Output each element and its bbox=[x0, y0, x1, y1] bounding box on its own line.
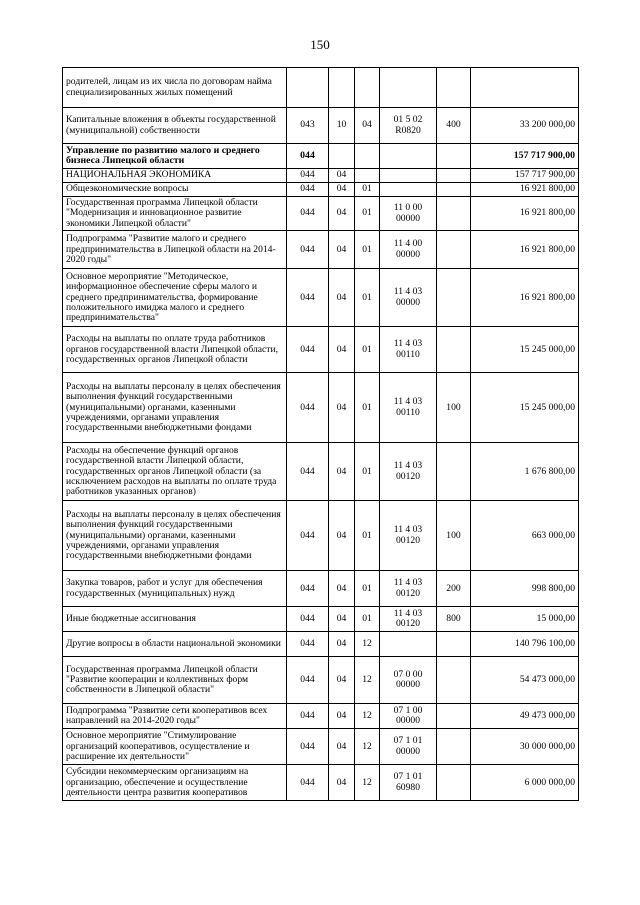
name-cell: Субсидии некоммерческим организациям на организацию, обеспечение и осуществление деятельности центра развития кооперативов bbox=[63, 765, 287, 801]
table-row bbox=[63, 108, 579, 144]
ved-cell: 044 bbox=[287, 765, 329, 801]
ved-cell: 044 bbox=[287, 231, 329, 269]
subsection-cell: 01 bbox=[355, 373, 380, 443]
subsection-cell: 01 bbox=[355, 231, 380, 269]
page-number: 150 bbox=[310, 37, 330, 52]
table-row bbox=[63, 729, 579, 765]
table-row bbox=[63, 571, 579, 607]
expense-type-cell bbox=[437, 765, 471, 801]
amount-cell: 998 800,00 bbox=[471, 571, 579, 607]
expense-type-cell bbox=[437, 169, 471, 183]
budget-table bbox=[62, 67, 579, 801]
ved-cell: 044 bbox=[287, 373, 329, 443]
target-article-cell bbox=[380, 144, 437, 169]
section-cell: 04 bbox=[329, 729, 355, 765]
ved-cell: 044 bbox=[287, 327, 329, 373]
expense-type-cell bbox=[437, 269, 471, 327]
ved-cell: 044 bbox=[287, 443, 329, 501]
expense-type-cell bbox=[437, 183, 471, 197]
expense-type-cell bbox=[437, 144, 471, 169]
table-row bbox=[63, 144, 579, 169]
amount-cell: 16 921 800,00 bbox=[471, 183, 579, 197]
target-article-cell: 11 4 03 00110 bbox=[380, 327, 437, 373]
section-cell: 04 bbox=[329, 231, 355, 269]
table-row bbox=[63, 607, 579, 632]
amount-cell: 15 245 000,00 bbox=[471, 327, 579, 373]
amount-cell: 16 921 800,00 bbox=[471, 197, 579, 231]
section-cell bbox=[329, 68, 355, 108]
name-cell: Другие вопросы в области национальной экономики bbox=[63, 632, 287, 657]
amount-cell: 49 473 000,00 bbox=[471, 704, 579, 729]
ved-cell bbox=[287, 68, 329, 108]
ved-cell: 044 bbox=[287, 269, 329, 327]
amount-cell: 1 676 800,00 bbox=[471, 443, 579, 501]
target-article-cell: 11 0 00 00000 bbox=[380, 197, 437, 231]
target-article-cell: 11 4 03 00110 bbox=[380, 373, 437, 443]
name-cell: Подпрограмма "Развитие малого и среднего предпринимательства в Липецкой области на 2014-2020 годы" bbox=[63, 231, 287, 269]
section-cell: 04 bbox=[329, 571, 355, 607]
table-row bbox=[63, 765, 579, 801]
subsection-cell: 01 bbox=[355, 197, 380, 231]
expense-type-cell bbox=[437, 632, 471, 657]
target-article-cell bbox=[380, 632, 437, 657]
subsection-cell: 01 bbox=[355, 571, 380, 607]
amount-cell: 33 200 000,00 bbox=[471, 108, 579, 144]
subsection-cell: 01 bbox=[355, 501, 380, 571]
name-cell: Управление по развитию малого и среднего бизнеса Липецкой области bbox=[63, 144, 287, 169]
subsection-cell: 12 bbox=[355, 657, 380, 704]
expense-type-cell bbox=[437, 327, 471, 373]
name-cell: Расходы на выплаты персоналу в целях обеспечения выполнения функций государственными (муниципальными) органами, казенными учреждениями, органами управления государственными внебюджетными фондами bbox=[63, 373, 287, 443]
name-cell: Расходы на выплаты персоналу в целях обеспечения выполнения функций государственными (муниципальными) органами, казенными учреждениями, органами управления государственными внебюджетными фондами bbox=[63, 501, 287, 571]
target-article-cell: 11 4 00 00000 bbox=[380, 231, 437, 269]
amount-cell: 54 473 000,00 bbox=[471, 657, 579, 704]
target-article-cell bbox=[380, 68, 437, 108]
section-cell: 04 bbox=[329, 169, 355, 183]
table-row bbox=[63, 632, 579, 657]
ved-cell: 044 bbox=[287, 571, 329, 607]
subsection-cell: 01 bbox=[355, 183, 380, 197]
ved-cell: 044 bbox=[287, 144, 329, 169]
expense-type-cell: 100 bbox=[437, 373, 471, 443]
section-cell: 04 bbox=[329, 632, 355, 657]
table-row bbox=[63, 231, 579, 269]
target-article-cell: 07 1 00 00000 bbox=[380, 704, 437, 729]
subsection-cell bbox=[355, 68, 380, 108]
table-row bbox=[63, 443, 579, 501]
expense-type-cell bbox=[437, 729, 471, 765]
name-cell: Закупка товаров, работ и услуг для обеспечения государственных (муниципальных) нужд bbox=[63, 571, 287, 607]
expense-type-cell bbox=[437, 657, 471, 704]
subsection-cell: 01 bbox=[355, 443, 380, 501]
section-cell bbox=[329, 144, 355, 169]
ved-cell: 044 bbox=[287, 704, 329, 729]
expense-type-cell: 100 bbox=[437, 501, 471, 571]
table-row bbox=[63, 68, 579, 108]
subsection-cell: 04 bbox=[355, 108, 380, 144]
expense-type-cell bbox=[437, 68, 471, 108]
amount-cell: 15 245 000,00 bbox=[471, 373, 579, 443]
subsection-cell: 01 bbox=[355, 607, 380, 632]
subsection-cell: 01 bbox=[355, 269, 380, 327]
amount-cell: 30 000 000,00 bbox=[471, 729, 579, 765]
name-cell: Основное мероприятие "Стимулирование организаций кооперативов, осуществление и расширение их деятельности" bbox=[63, 729, 287, 765]
target-article-cell: 11 4 03 00120 bbox=[380, 443, 437, 501]
ved-cell: 043 bbox=[287, 108, 329, 144]
ved-cell: 044 bbox=[287, 183, 329, 197]
section-cell: 04 bbox=[329, 704, 355, 729]
subsection-cell bbox=[355, 169, 380, 183]
section-cell: 04 bbox=[329, 657, 355, 704]
ved-cell: 044 bbox=[287, 729, 329, 765]
amount-cell: 157 717 900,00 bbox=[471, 144, 579, 169]
ved-cell: 044 bbox=[287, 169, 329, 183]
subsection-cell: 12 bbox=[355, 729, 380, 765]
table-row bbox=[63, 269, 579, 327]
subsection-cell: 01 bbox=[355, 327, 380, 373]
name-cell: Основное мероприятие "Методическое, информационное обеспечение сферы малого и среднего предпринимательства, формирование положительного имиджа малого и среднего предпринимательства" bbox=[63, 269, 287, 327]
expense-type-cell bbox=[437, 231, 471, 269]
section-cell: 10 bbox=[329, 108, 355, 144]
table-row bbox=[63, 197, 579, 231]
amount-cell: 6 000 000,00 bbox=[471, 765, 579, 801]
expense-type-cell bbox=[437, 443, 471, 501]
section-cell: 04 bbox=[329, 501, 355, 571]
amount-cell: 663 000,00 bbox=[471, 501, 579, 571]
name-cell: Общеэкономические вопросы bbox=[63, 183, 287, 197]
amount-cell: 157 717 900,00 bbox=[471, 169, 579, 183]
section-cell: 04 bbox=[329, 183, 355, 197]
section-cell: 04 bbox=[329, 373, 355, 443]
name-cell: Расходы на выплаты по оплате труда работников органов государственной власти Липецкой области, государственных органов Липецкой области bbox=[63, 327, 287, 373]
amount-cell: 15 000,00 bbox=[471, 607, 579, 632]
name-cell: Расходы на обеспечение функций органов государственной власти Липецкой области, государственных органов Липецкой области (за исключением расходов на выплаты по оплате труда работников указанных органов) bbox=[63, 443, 287, 501]
target-article-cell: 11 4 03 00120 bbox=[380, 607, 437, 632]
target-article-cell: 01 5 02 R0820 bbox=[380, 108, 437, 144]
subsection-cell: 12 bbox=[355, 632, 380, 657]
amount-cell: 16 921 800,00 bbox=[471, 269, 579, 327]
target-article-cell: 11 4 03 00120 bbox=[380, 571, 437, 607]
ved-cell: 044 bbox=[287, 607, 329, 632]
target-article-cell bbox=[380, 169, 437, 183]
section-cell: 04 bbox=[329, 443, 355, 501]
target-article-cell: 07 1 01 00000 bbox=[380, 729, 437, 765]
table-row bbox=[63, 704, 579, 729]
subsection-cell: 12 bbox=[355, 704, 380, 729]
table-row bbox=[63, 169, 579, 183]
table-body bbox=[63, 68, 579, 801]
expense-type-cell: 800 bbox=[437, 607, 471, 632]
section-cell: 04 bbox=[329, 269, 355, 327]
name-cell: Государственная программа Липецкой области "Модернизация и инновационное развитие экономики Липецкой области" bbox=[63, 197, 287, 231]
name-cell: Иные бюджетные ассигнования bbox=[63, 607, 287, 632]
table-row bbox=[63, 373, 579, 443]
amount-cell: 140 796 100,00 bbox=[471, 632, 579, 657]
expense-type-cell bbox=[437, 704, 471, 729]
table-row bbox=[63, 183, 579, 197]
ved-cell: 044 bbox=[287, 657, 329, 704]
target-article-cell: 07 0 00 00000 bbox=[380, 657, 437, 704]
section-cell: 04 bbox=[329, 197, 355, 231]
ved-cell: 044 bbox=[287, 632, 329, 657]
target-article-cell: 11 4 03 00120 bbox=[380, 501, 437, 571]
table-row bbox=[63, 327, 579, 373]
name-cell: Капитальные вложения в объекты государственной (муниципальной) собственности bbox=[63, 108, 287, 144]
subsection-cell: 12 bbox=[355, 765, 380, 801]
target-article-cell bbox=[380, 183, 437, 197]
section-cell: 04 bbox=[329, 607, 355, 632]
name-cell: родителей, лицам из их числа по договорам найма специализированных жилых помещений bbox=[63, 68, 287, 108]
target-article-cell: 07 1 01 60980 bbox=[380, 765, 437, 801]
expense-type-cell bbox=[437, 197, 471, 231]
name-cell: Подпрограмма "Развитие сети кооперативов всех направлений на 2014-2020 годы" bbox=[63, 704, 287, 729]
expense-type-cell: 200 bbox=[437, 571, 471, 607]
name-cell: Государственная программа Липецкой области "Развитие кооперации и коллективных форм собственности в Липецкой области" bbox=[63, 657, 287, 704]
amount-cell bbox=[471, 68, 579, 108]
amount-cell: 16 921 800,00 bbox=[471, 231, 579, 269]
ved-cell: 044 bbox=[287, 197, 329, 231]
table-row bbox=[63, 657, 579, 704]
table-row bbox=[63, 501, 579, 571]
name-cell: НАЦИОНАЛЬНАЯ ЭКОНОМИКА bbox=[63, 169, 287, 183]
ved-cell: 044 bbox=[287, 501, 329, 571]
target-article-cell: 11 4 03 00000 bbox=[380, 269, 437, 327]
subsection-cell bbox=[355, 144, 380, 169]
section-cell: 04 bbox=[329, 765, 355, 801]
section-cell: 04 bbox=[329, 327, 355, 373]
expense-type-cell: 400 bbox=[437, 108, 471, 144]
